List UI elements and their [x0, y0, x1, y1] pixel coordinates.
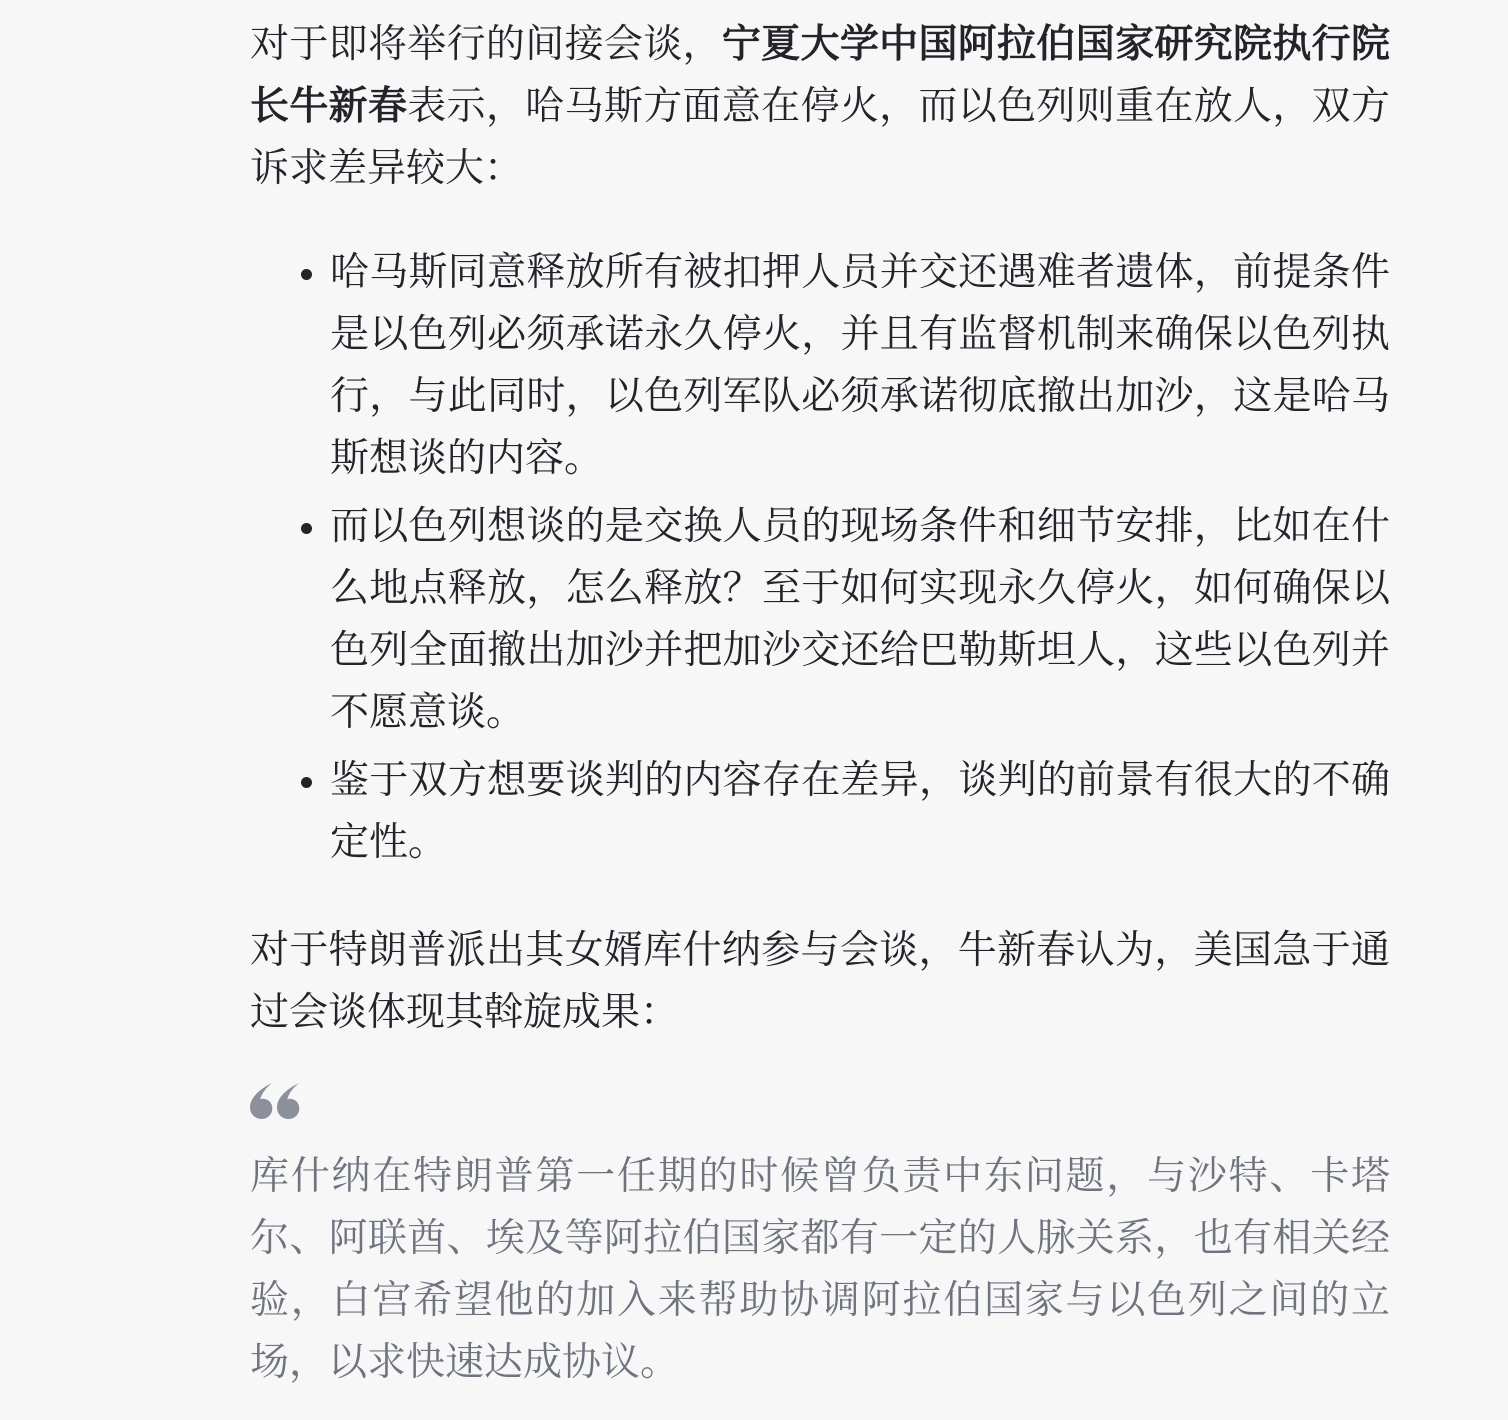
- blockquote: [250, 1083, 1390, 1394]
- quote-text: 库什纳在特朗普第一任期的时候曾负责中东问题，与沙特、卡塔尔、阿联酋、埃及等阿拉伯国家都有一定的人脉关系，也有相关经验，白宫希望他的加入来帮助协调阿拉伯国家与以色列之间的立场，以求快速达成协议。: [250, 1155, 1390, 1384]
- list-item-israel-demands: • 而以色列想谈的是交换人员的现场条件和细节安排，比如在什么地点释放，怎么释放？至于如何实现永久停火，如何确保以色列全面撤出加沙并把加沙交还给巴勒斯坦人，这些以色列并不愿意谈。: [330, 496, 1390, 744]
- paragraph-kushner: 对于特朗普派出其女婿库什纳参与会谈，牛新春认为，美国急于通过会谈体现其斡旋成果：: [250, 929, 1390, 1034]
- intro-text-prefix: 对于即将举行的间接会谈，: [250, 23, 722, 66]
- paragraph-intro: [250, 14, 1390, 200]
- expert-name-bold: 宁夏大学中国阿拉伯国家研究院执行院长牛新春: [250, 23, 1390, 128]
- article-content: [250, 0, 1390, 1394]
- list-item-uncertainty: • 鉴于双方想要谈判的内容存在差异，谈判的前景有很大的不确定性。: [330, 750, 1390, 874]
- double-quote-icon: [250, 1083, 1390, 1119]
- key-points-list: [250, 242, 1390, 874]
- list-item-hamas-demands: • 哈马斯同意释放所有被扣押人员并交还遇难者遗体，前提条件是以色列必须承诺永久停火，并且有监督机制来确保以色列执行，与此同时，以色列军队必须承诺彻底撤出加沙，这是哈马斯想谈的内容。: [330, 242, 1390, 490]
- intro-text-suffix: 表示，哈马斯方面意在停火，而以色列则重在放人，双方诉求差异较大：: [250, 85, 1390, 190]
